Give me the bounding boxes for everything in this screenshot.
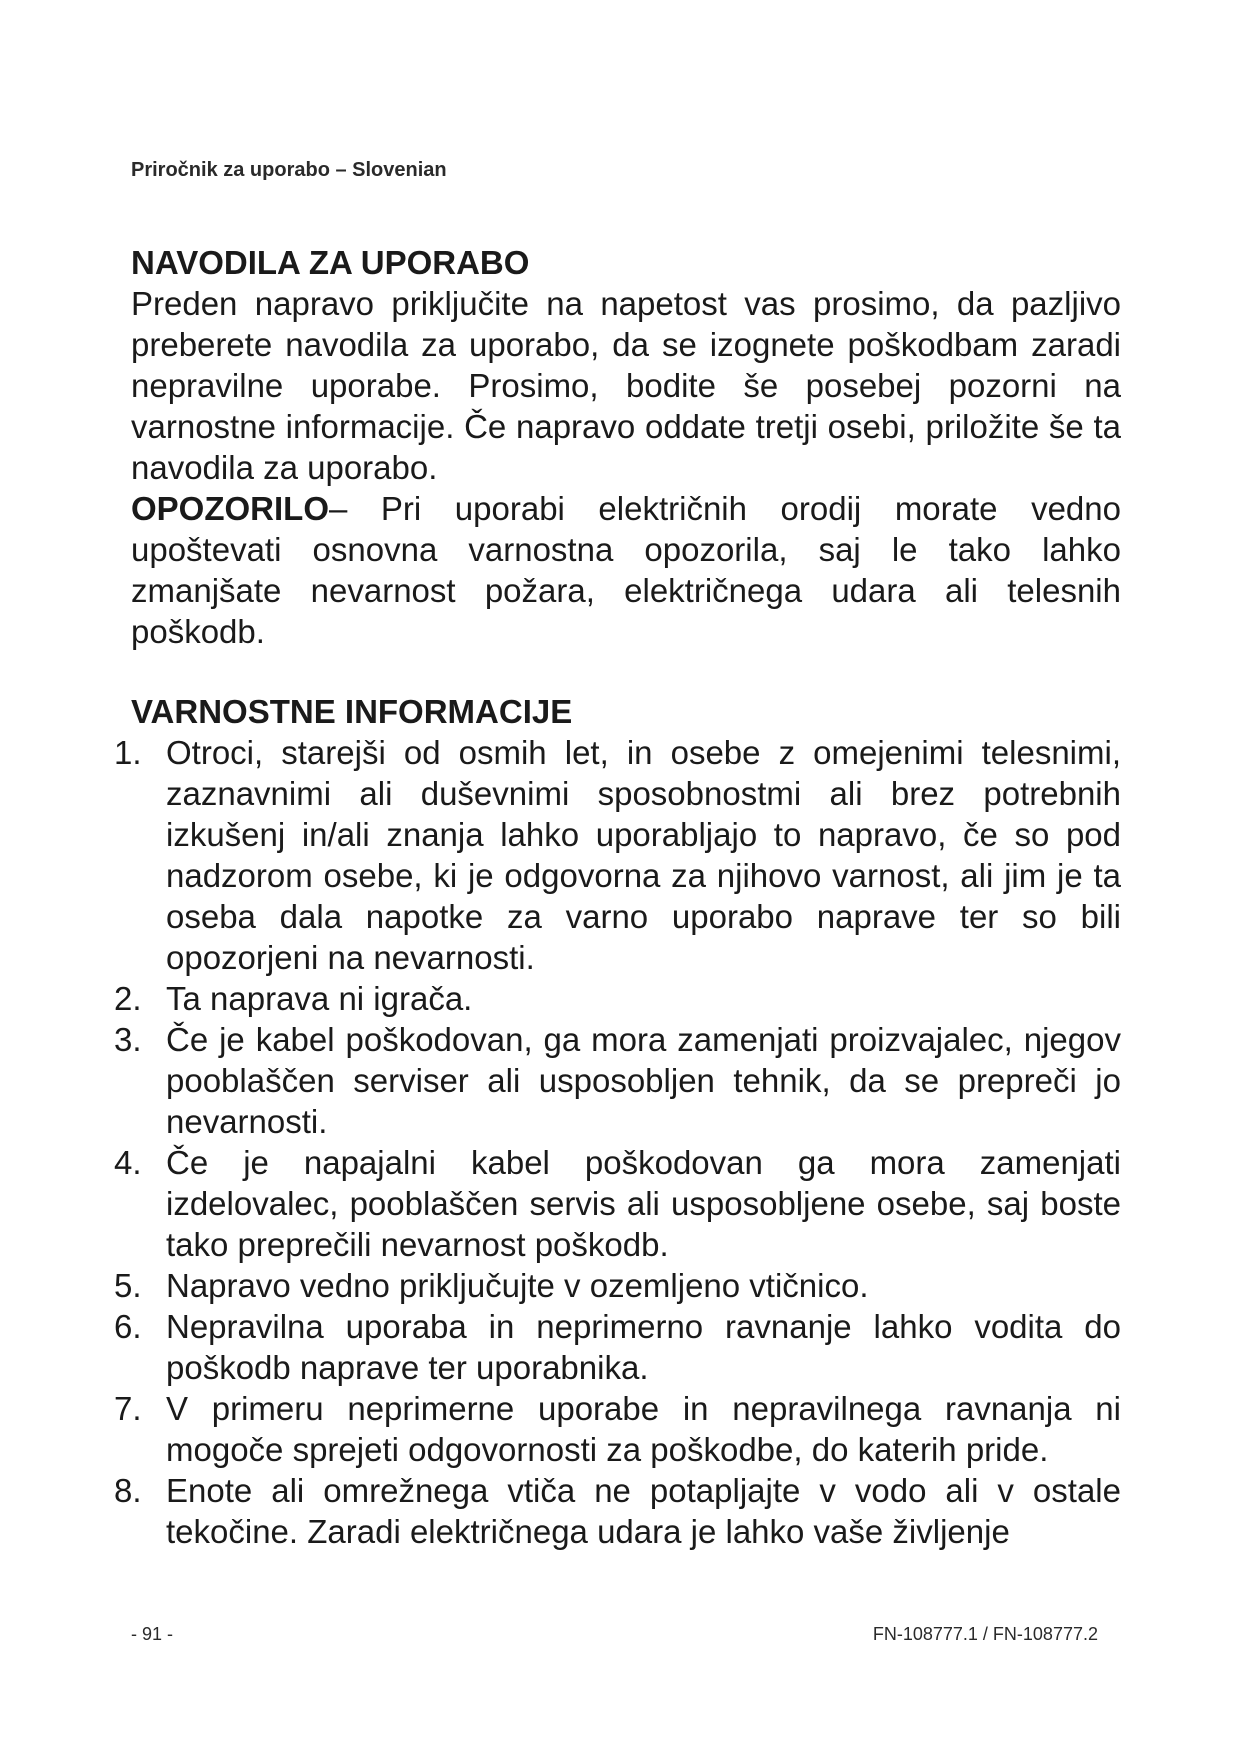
list-item-number: 8.: [114, 1472, 142, 1509]
safety-list: [114, 732, 1121, 1552]
warning-paragraph: [131, 488, 1121, 652]
list-item-text: Ta naprava ni igrača.: [166, 980, 473, 1017]
list-item-text: V primeru neprimerne uporabe in nepravilnega ravnanja ni mogoče sprejeti odgovornosti za poškodbe, do katerih pride.: [166, 1390, 1121, 1468]
section-heading-instructions: NAVODILA ZA UPORABO: [131, 244, 530, 281]
list-item: [114, 1019, 1121, 1142]
list-item-number: 4.: [114, 1144, 142, 1181]
list-item-number: 5.: [114, 1267, 142, 1304]
list-item: [114, 1306, 1121, 1388]
list-item-text: Če je kabel poškodovan, ga mora zamenjati proizvajalec, njegov pooblaščen serviser ali usposobljen tehnik, da se prepreči jo nevarnosti.: [166, 1021, 1121, 1140]
list-item-text: Otroci, starejši od osmih let, in osebe z omejenimi telesnimi, zaznavnimi ali duševnimi sposobnostmi ali brez potrebnih izkušenj in/ali znanja lahko uporabljajo to napravo, če so pod nadzorom osebe, ki je odgovorna za njihovo varnost, ali jim je ta oseba dala napotke za varno uporabo naprave ter so bili opozorjeni na nevarnosti.: [166, 734, 1121, 976]
model-number: FN-108777.1 / FN-108777.2: [872, 1624, 1098, 1644]
list-item-number: 6.: [114, 1308, 142, 1345]
list-item: [114, 732, 1121, 978]
page-number: - 91 -: [131, 1624, 174, 1644]
page-content: [114, 242, 1121, 1552]
intro-paragraph: Preden napravo priključite na napetost vas prosimo, da pazljivo preberete navodila za uporabo, da se izognete poškodbam zaradi nepravilne uporabe. Prosimo, bodite še posebej pozorni na varnostne informacije. Če napravo oddate tretji osebi, priložite še ta navodila za uporabo.: [131, 285, 1121, 486]
list-item-text: Napravo vedno priključujte v ozemljeno vtičnico.: [166, 1267, 869, 1304]
list-item-text: Nepravilna uporaba in neprimerno ravnanje lahko vodita do poškodb naprave ter uporabnika.: [166, 1308, 1121, 1386]
list-item-number: 2.: [114, 980, 142, 1017]
list-item-text: Enote ali omrežnega vtiča ne potapljajte v vodo ali v ostale tekočine. Zaradi električnega udara je lahko vaše življenje: [166, 1472, 1121, 1550]
running-header: Priročnik za uporabo – Slovenian: [131, 159, 447, 181]
section-spacer: [131, 652, 1121, 691]
list-item-number: 7.: [114, 1390, 142, 1427]
list-item: [114, 978, 1121, 1019]
list-item: [114, 1142, 1121, 1265]
list-item-number: 1.: [114, 734, 142, 771]
list-item: [114, 1265, 1121, 1306]
warning-label: OPOZORILO: [131, 490, 329, 527]
list-item: [114, 1470, 1121, 1552]
warning-text: – Pri uporabi električnih orodij morate vedno upoštevati osnovna varnostna opozorila, saj le tako lahko zmanjšate nevarnost požara, električnega udara ali telesnih poškodb.: [131, 490, 1121, 650]
list-item-text: Če je napajalni kabel poškodovan ga mora zamenjati izdelovalec, pooblaščen servis ali usposobljene osebe, saj boste tako preprečili nevarnost poškodb.: [166, 1144, 1121, 1263]
list-item: [114, 1388, 1121, 1470]
list-item-number: 3.: [114, 1021, 142, 1058]
section-heading-safety: VARNOSTNE INFORMACIJE: [131, 693, 573, 730]
